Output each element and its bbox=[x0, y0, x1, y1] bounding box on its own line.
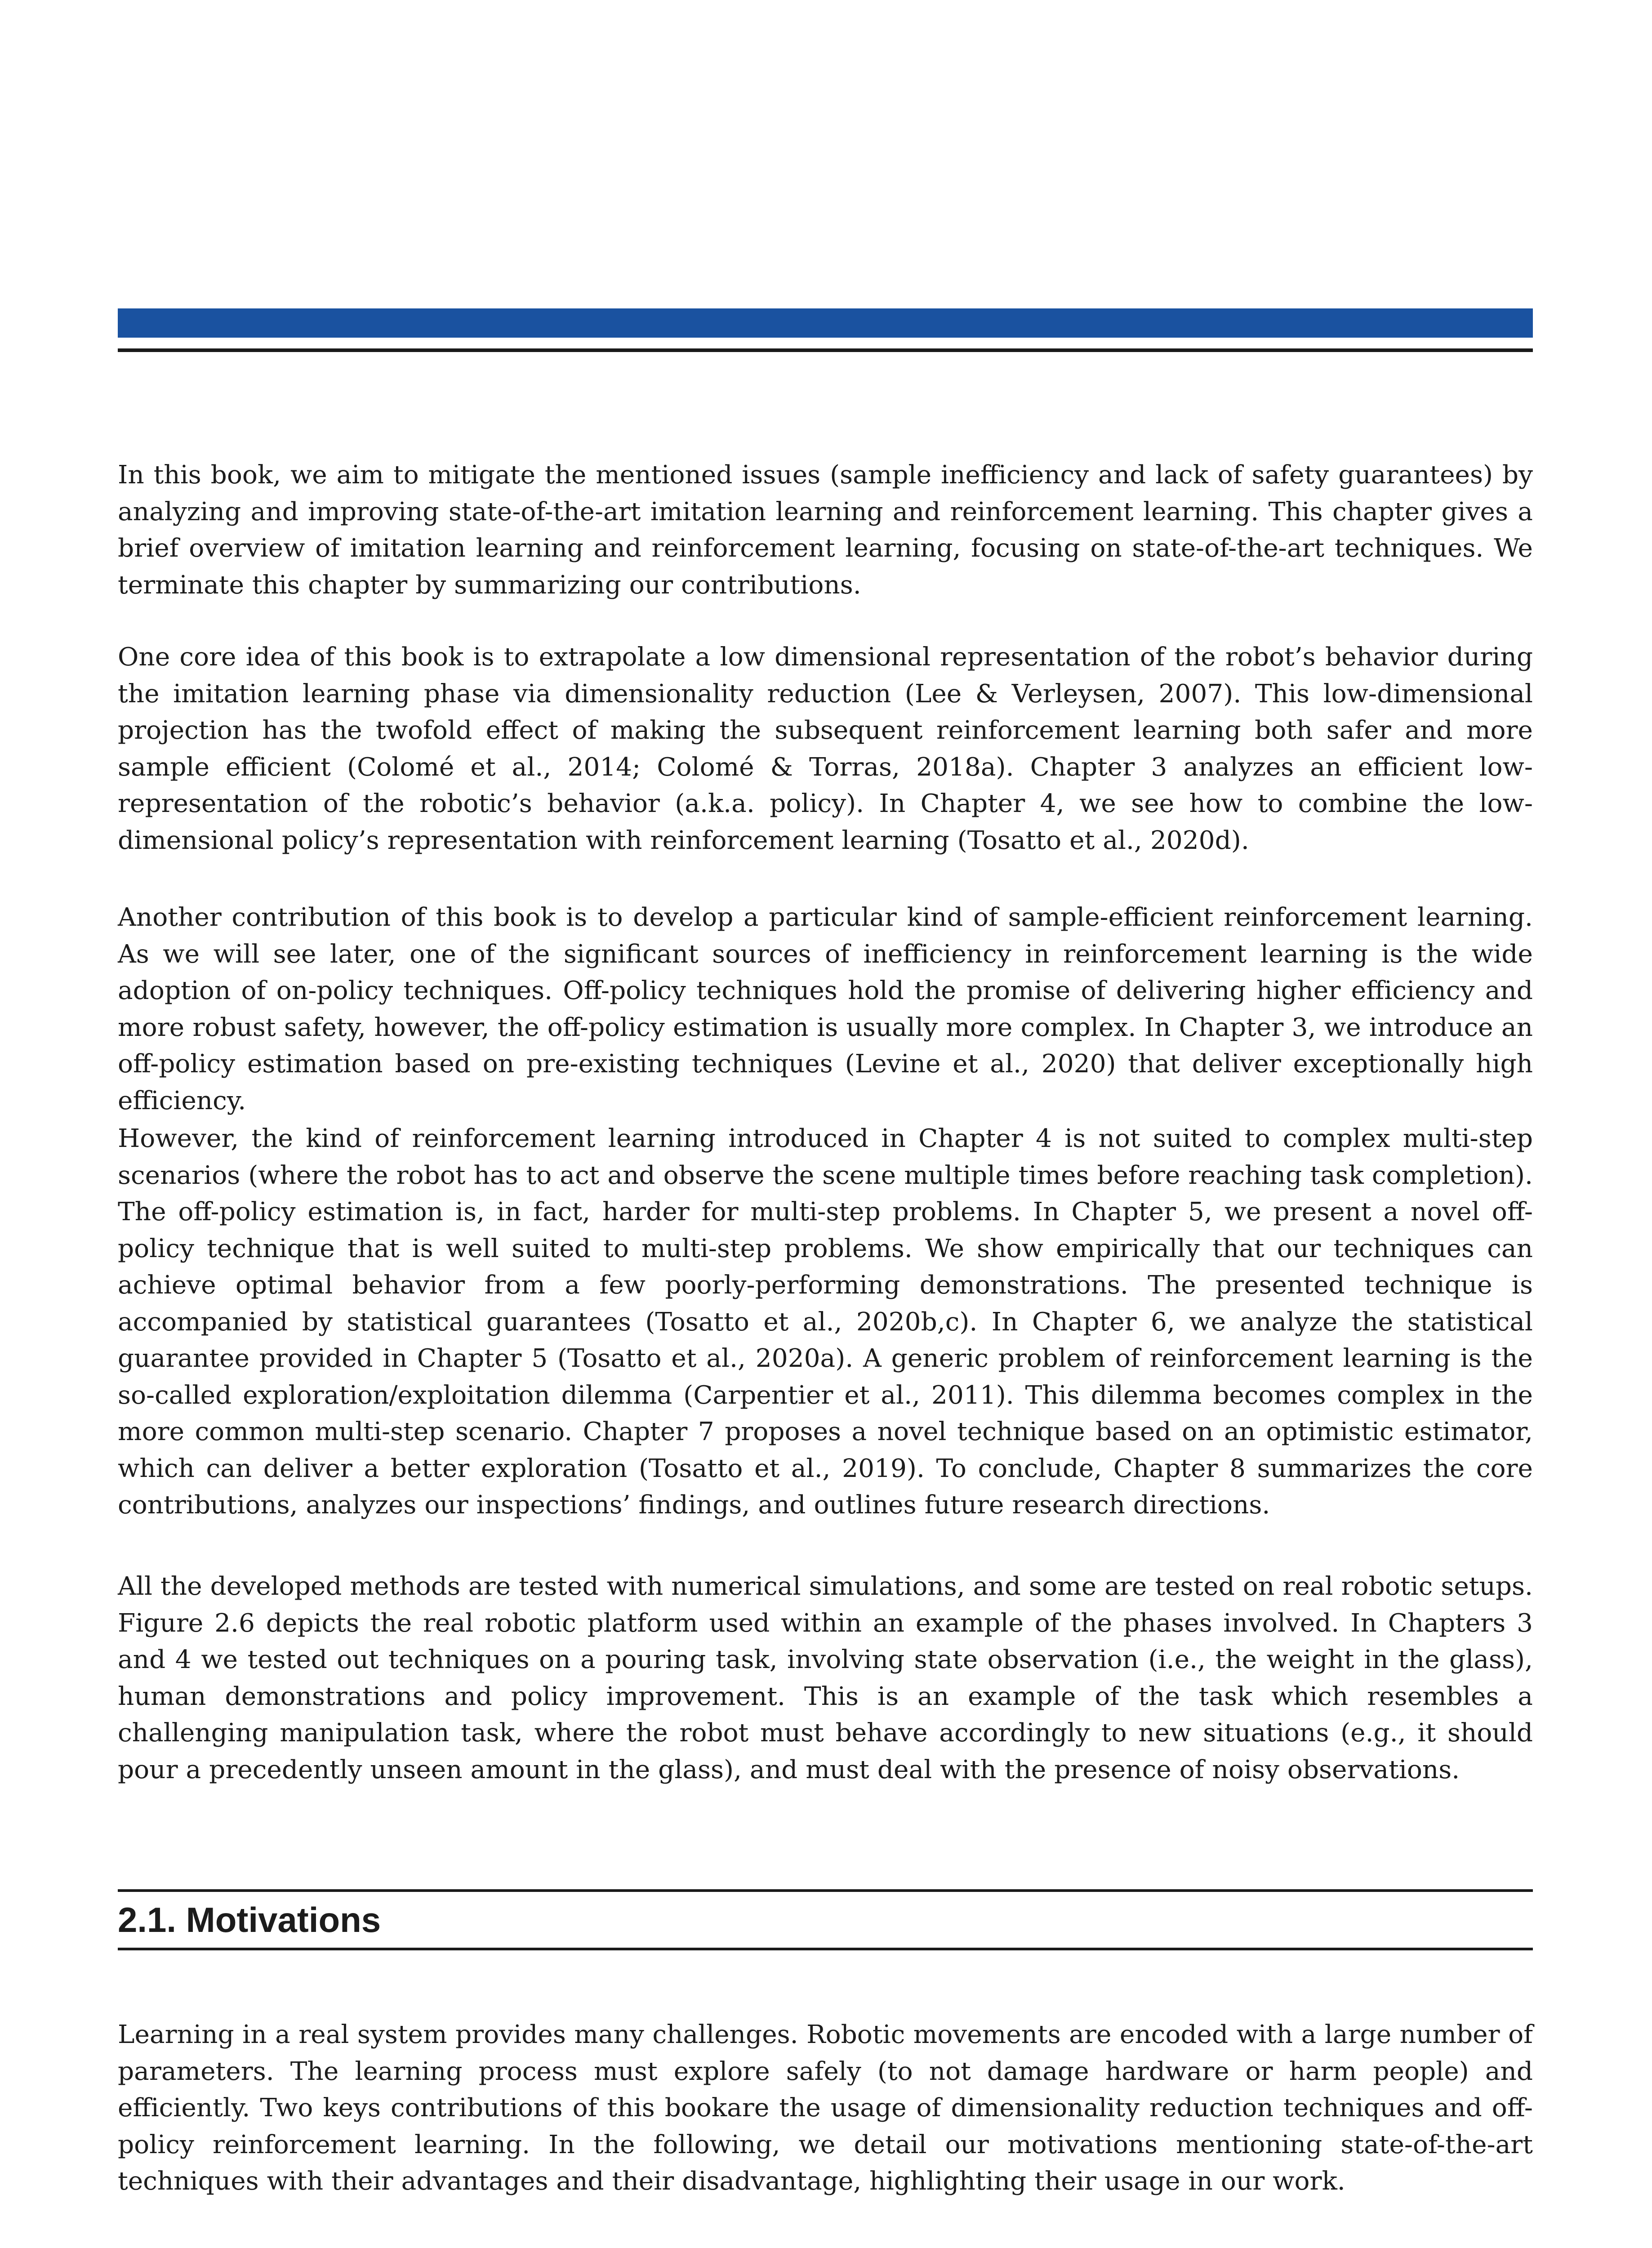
paragraph-motivations: Learning in a real system provides many challenges. Robotic movements are encoded with a large number of parameters. The learning process must explore safely (to not damage hardware or harm people) and efficiently. Two keys contributions of this bookare the usage of dimensionality reduction techniques and off-policy reinforcement learning. In the following, we detail our motivations mentioning state-of-the-art techniques with their advantages and their disadvantage, highlighting their usage in our work. bbox=[118, 2020, 1533, 2196]
paragraph-multistep: However, the kind of reinforcement learning introduced in Chapter 4 is not suited to complex multi-step scenarios (where the robot has to act and observe the scene multiple times before reaching task completion). The off-policy estimation is, in fact, harder for multi-step problems. In Chapter 5, we present a novel off-policy technique that is well suited to multi-step problems. We show empirically that our techniques can achieve optimal behavior from a few poorly-performing demonstrations. The presented technique is accompanied by statistical guarantees (Tosatto et al., 2020b,c). In Chapter 6, we analyze the statistical guarantee provided in Chapter 5 (Tosatto et al., 2020a). A generic problem of reinforcement learning is the so-called exploration/exploitation dilemma (Carpentier et al., 2011). This dilemma becomes complex in the more common multi-step scenario. Chapter 7 proposes a novel technique based on an optimistic estimator, which can deliver a better exploration (Tosatto et al., 2019). To conclude, Chapter 8 summarizes the core contributions, analyzes our inspections’ findings, and outlines future research directions. bbox=[118, 1124, 1533, 1520]
paragraph-intro: In this book, we aim to mitigate the mentioned issues (sample inefficiency and lack of safety guarantees) by analyzing and improving state-of-the-art imitation learning and reinforcement learning. This chapter gives a brief overview of imitation learning and reinforcement learning, focusing on state-of-the-art techniques. We terminate this chapter by summarizing our contributions. bbox=[118, 460, 1533, 600]
section-rule-bottom bbox=[118, 1948, 1533, 1950]
paragraph-contribution: Another contribution of this book is to develop a particular kind of sample-efficient reinforcement learning. As we will see later, one of the significant sources of inefficiency in reinforcement learning is the wide adoption of on-policy techniques. Off-policy techniques hold the promise of delivering higher efficiency and more robust safety, however, the off-policy estimation is usually more complex. In Chapter 3, we introduce an off-policy estimation based on pre-existing techniques (Levine et al., 2020) that deliver exceptionally high efficiency. bbox=[118, 903, 1533, 1115]
chapter-header-rule bbox=[118, 348, 1533, 352]
section-rule-top bbox=[118, 1889, 1533, 1892]
chapter-header-bar bbox=[118, 308, 1533, 338]
section-title: 2.1. Motivations bbox=[118, 1900, 381, 1940]
paragraph-experiments: All the developed methods are tested with numerical simulations, and some are tested on real robotic setups. Figure 2.6 depicts the real robotic platform used within an example of the phases involved. In Chapters 3 and 4 we tested out techniques on a pouring task, involving state observation (i.e., the weight in the glass), human demonstrations and policy improvement. This is an example of the task which resembles a challenging manipulation task, where the robot must behave accordingly to new situations (e.g., it should pour a precedently unseen amount in the glass), and must deal with the presence of noisy observations. bbox=[118, 1572, 1533, 1784]
paragraph-core-idea: One core idea of this book is to extrapolate a low dimensional representation of the robot’s behavior during the imitation learning phase via dimensionality reduction (Lee & Verleysen, 2007). This low-dimensional projection has the twofold effect of making the subsequent reinforcement learning both safer and more sample efficient (Colomé et al., 2014; Colomé & Torras, 2018a). Chapter 3 analyzes an efficient low-representation of the robotic’s behavior (a.k.a. policy). In Chapter 4, we see how to combine the low-dimensional policy’s representation with reinforcement learning (Tosatto et al., 2020d). bbox=[118, 642, 1533, 855]
